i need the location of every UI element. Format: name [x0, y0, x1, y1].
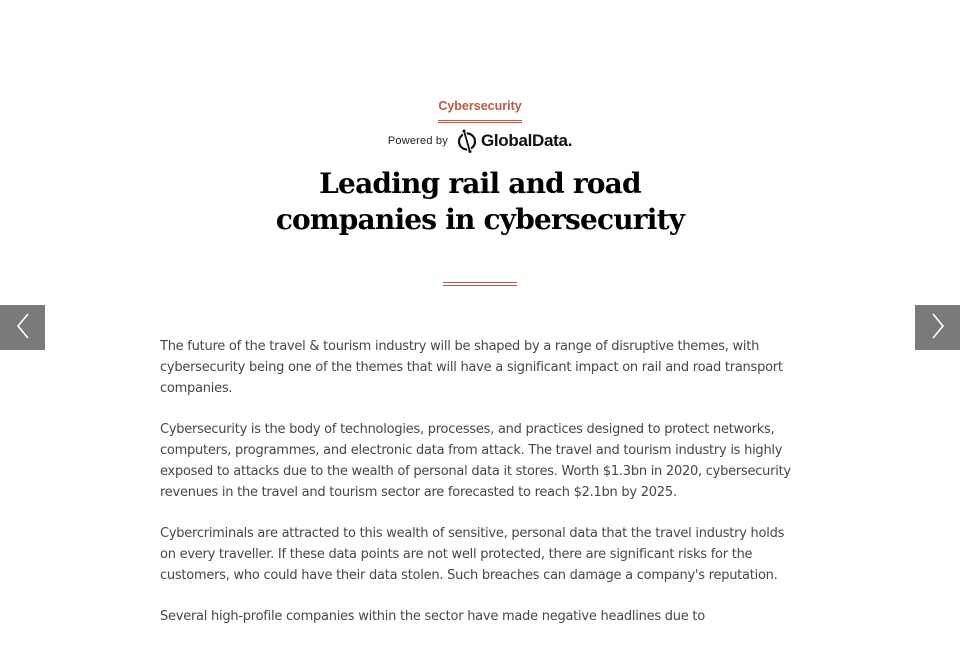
previous-slide-button[interactable] — [0, 305, 45, 350]
chevron-right-icon — [930, 312, 946, 344]
powered-by-bar — [0, 129, 960, 153]
chevron-left-icon — [15, 312, 31, 344]
category-header — [0, 95, 960, 123]
powered-by-label: Powered by — [387, 135, 448, 147]
article-paragraph: Cybersecurity is the body of technologies, processes, and practices designed to protect networks, computers, programmes, and electronic data from attack. The travel and tourism industry is highly exposed to attacks due to the wealth of personal data it stores. Worth $1.3bn in 2020, cybersecurity revenues in the travel and tourism sector are forecasted to reach $2.1bn by 2025. — [160, 422, 791, 500]
article-paragraph: Cybercriminals are attracted to this wealth of sensitive, personal data that the travel industry holds on every traveller. If these data points are not well protected, there are significant risks for the customers, who could have their data stolen. Such breaches can damage a company's reputation. — [160, 526, 785, 583]
globaldata-logo-icon — [456, 129, 478, 153]
page-title — [0, 166, 960, 238]
next-slide-button[interactable] — [915, 305, 960, 350]
article-paragraph: Several high-profile companies within the sector have made negative headlines due to — [160, 609, 705, 625]
article-paragraph: The future of the travel & tourism industry will be shaped by a range of disruptive themes, with cybersecurity being one of the themes that will have a significant impact on rail and road transport companies. — [160, 339, 783, 396]
page-title-line-2: companies in cybersecurity — [275, 203, 685, 236]
title-divider — [443, 282, 517, 286]
category-link[interactable]: Cybersecurity — [438, 98, 521, 123]
globaldata-logo[interactable] — [456, 129, 572, 153]
globaldata-brand-name: GlobalData. — [480, 131, 573, 150]
article-body — [160, 337, 800, 649]
page-title-line-1: Leading rail and road — [319, 167, 641, 200]
